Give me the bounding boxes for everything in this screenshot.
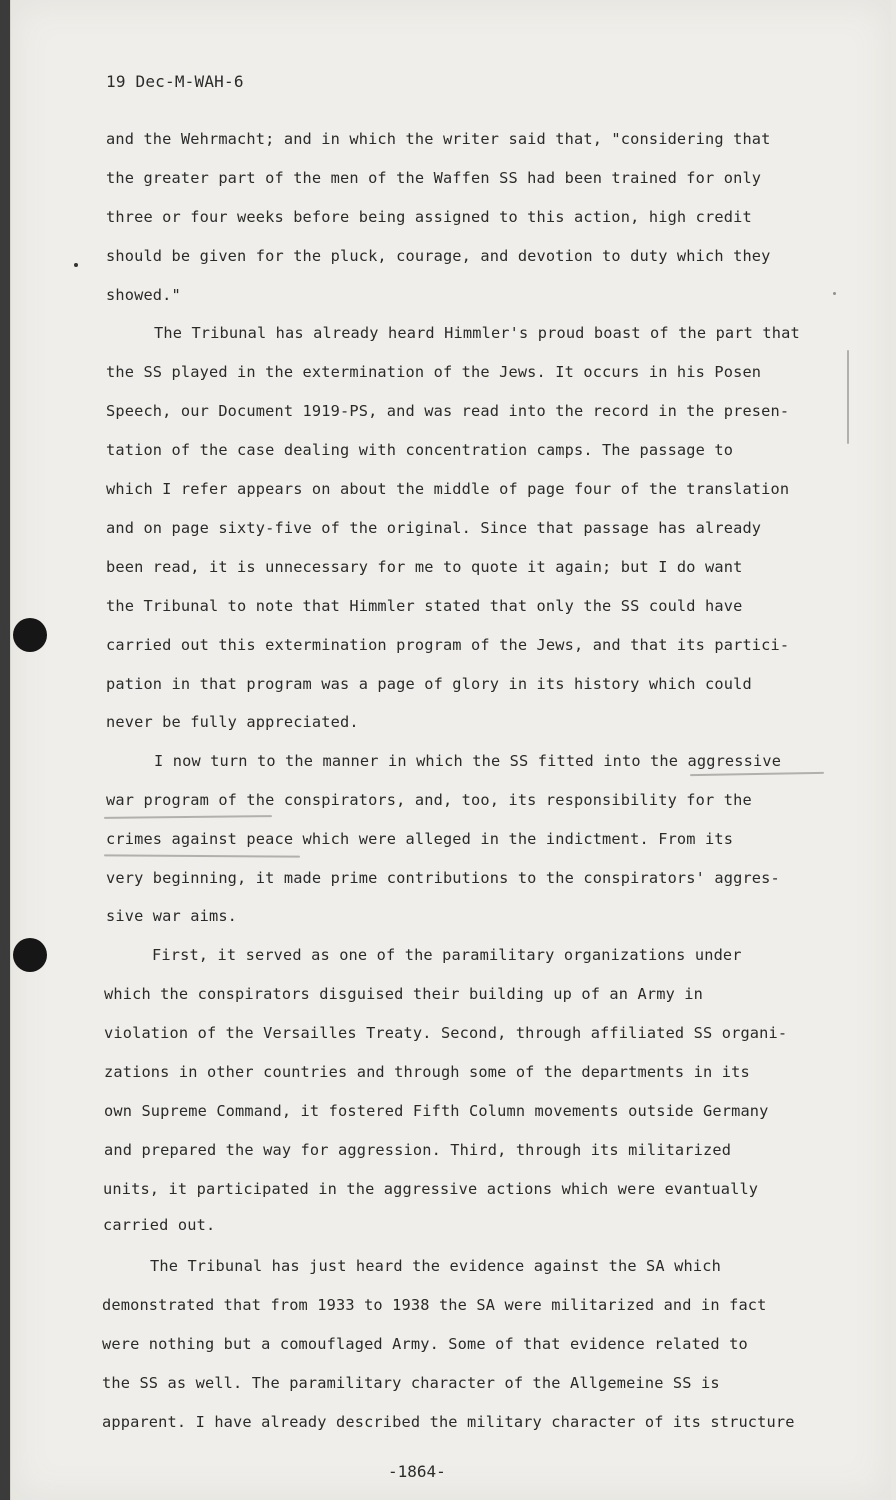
text-line: the SS played in the extermination of the Jews. It occurs in his Posen (106, 363, 762, 381)
paragraph-first-line: The Tribunal has just heard the evidence against the SA which (150, 1257, 721, 1275)
text-line: and the Wehrmacht; and in which the writer said that, "considering that (106, 130, 771, 148)
text-line: and prepared the way for aggression. Third, through its militarized (104, 1141, 732, 1159)
text-line: the Tribunal to note that Himmler stated that only the SS could have (106, 597, 743, 615)
text-line: tation of the case dealing with concentration camps. The passage to (106, 441, 734, 459)
pencil-margin-mark (847, 350, 849, 444)
text-line: Speech, our Document 1919-PS, and was read into the record in the presen- (106, 402, 790, 420)
text-line: showed." (106, 286, 181, 304)
scan-speck (74, 263, 78, 267)
text-line: very beginning, it made prime contributions to the conspirators' aggres- (106, 869, 780, 887)
text-line: demonstrated that from 1933 to 1938 the SA were militarized and in fact (102, 1296, 767, 1314)
punch-hole-lower (13, 938, 47, 972)
document-header: 19 Dec-M-WAH-6 (106, 72, 244, 91)
paragraph-first-line: The Tribunal has already heard Himmler's proud boast of the part that (154, 324, 800, 342)
text-line: the SS as well. The paramilitary character of the Allgemeine SS is (102, 1374, 720, 1392)
text-line: apparent. I have already described the military character of its structure (102, 1413, 795, 1431)
scan-dark-edge (0, 0, 10, 1500)
text-line: never be fully appreciated. (106, 713, 359, 731)
text-line: the greater part of the men of the Waffen SS had been trained for only (106, 169, 762, 187)
text-line: which the conspirators disguised their building up of an Army in (104, 985, 704, 1003)
text-line: were nothing but a comouflaged Army. Some of that evidence related to (102, 1335, 748, 1353)
paragraph-first-line: I now turn to the manner in which the SS fitted into the aggressive (154, 752, 782, 770)
text-line: which I refer appears on about the middle of page four of the translation (106, 480, 790, 498)
text-line: pation in that program was a page of glory in its history which could (106, 675, 752, 693)
page-number: -1864- (388, 1462, 446, 1481)
text-line: own Supreme Command, it fostered Fifth Column movements outside Germany (104, 1102, 769, 1120)
scan-speck (833, 292, 836, 295)
text-line: three or four weeks before being assigned to this action, high credit (106, 208, 752, 226)
text-line: should be given for the pluck, courage, and devotion to duty which they (106, 247, 771, 265)
text-line: sive war aims. (106, 907, 238, 925)
text-line: units, it participated in the aggressive actions which were evantually (103, 1180, 759, 1198)
text-line: been read, it is unnecessary for me to quote it again; but I do want (106, 558, 743, 576)
text-line: crimes against peace which were alleged in the indictment. From its (106, 830, 734, 848)
text-line: violation of the Versailles Treaty. Second, through affiliated SS organi- (104, 1024, 788, 1042)
text-line: war program of the conspirators, and, too, its responsibility for the (106, 791, 752, 809)
text-line: carried out. (103, 1216, 216, 1234)
text-line: zations in other countries and through some of the departments in its (104, 1063, 750, 1081)
punch-hole-upper (13, 618, 47, 652)
text-line: carried out this extermination program of the Jews, and that its partici- (106, 636, 790, 654)
text-line: and on page sixty-five of the original. Since that passage has already (106, 519, 762, 537)
paragraph-first-line: First, it served as one of the paramilitary organizations under (152, 946, 742, 964)
